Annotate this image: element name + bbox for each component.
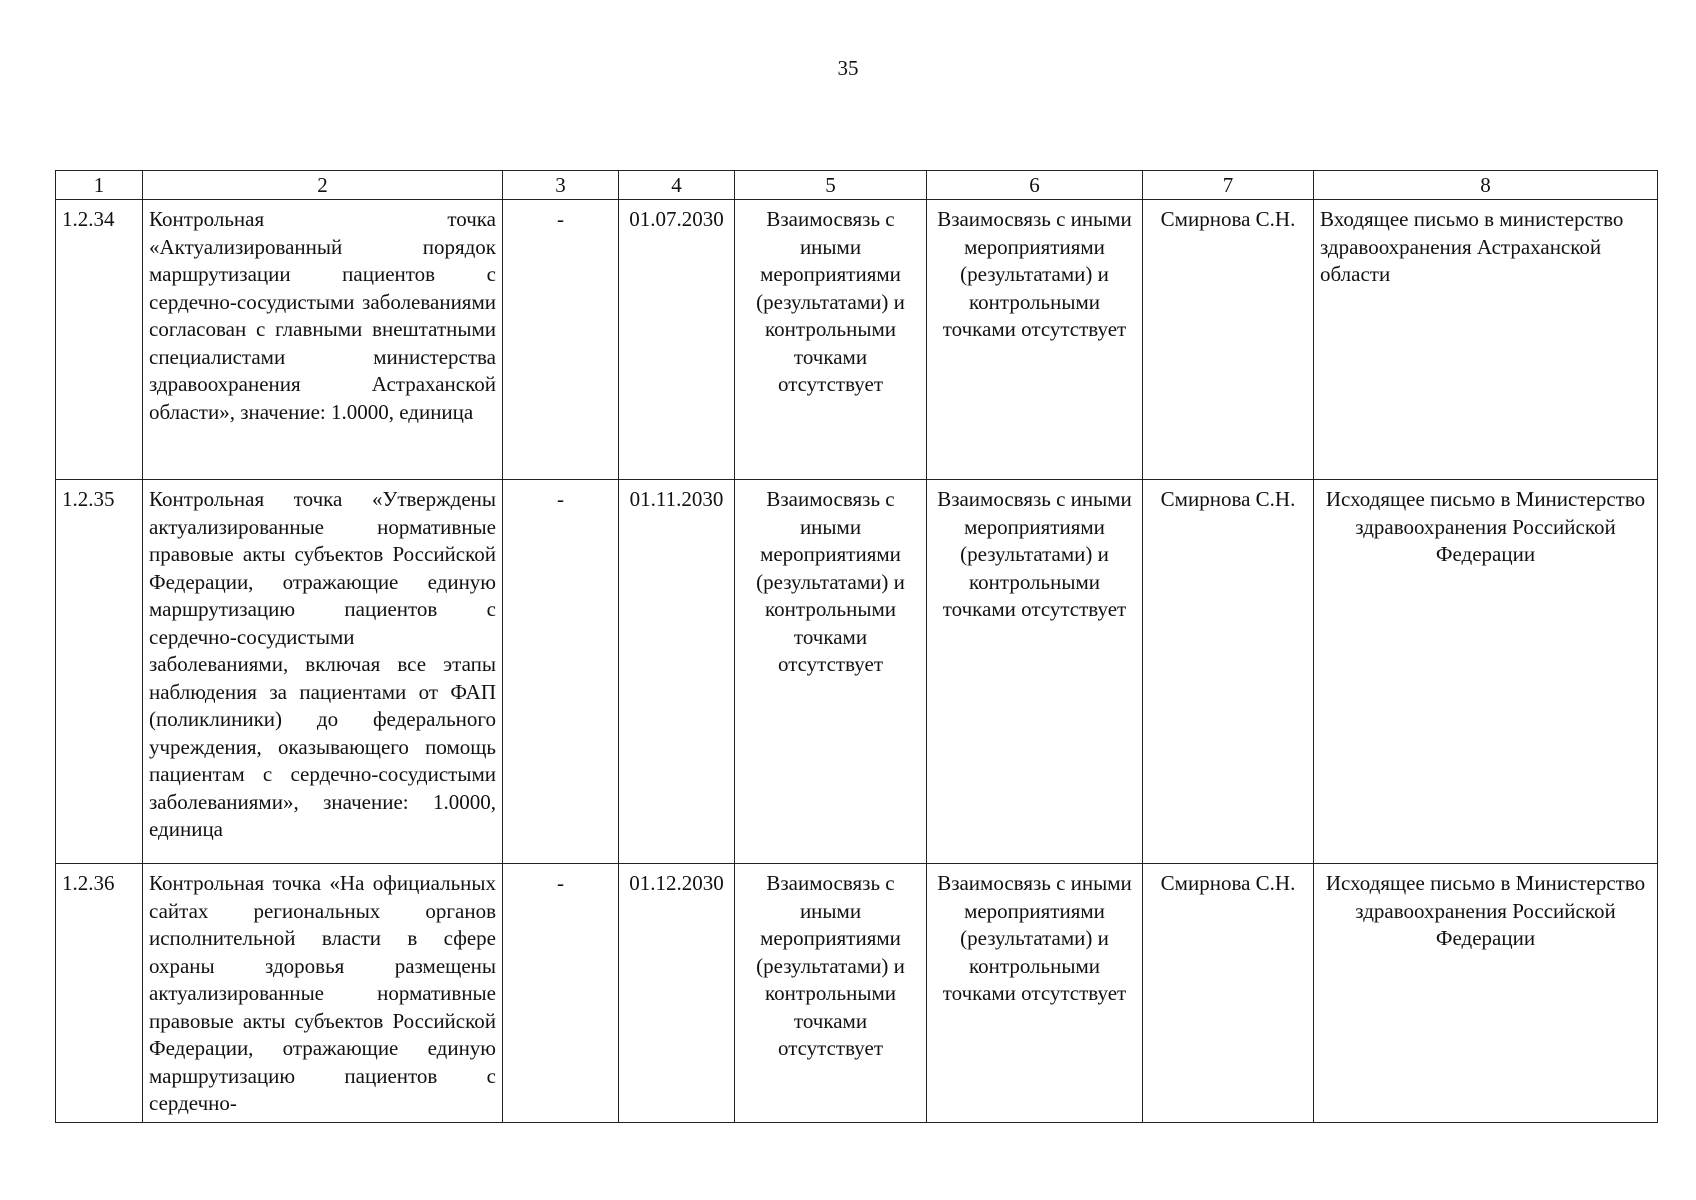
- page-number: 35: [837, 56, 859, 80]
- column-header: 7: [1143, 171, 1314, 200]
- column-header: 6: [927, 171, 1143, 200]
- row-responsible: Смирнова С.Н.: [1143, 200, 1314, 480]
- row-responsible: Смирнова С.Н.: [1143, 864, 1314, 1123]
- table-row: [56, 480, 1658, 864]
- row-col5: Взаимосвязь с иными мероприятиями (результатами) и контрольными точками отсутствует: [735, 200, 927, 480]
- control-points-table: [55, 170, 1658, 1123]
- column-header: 5: [735, 171, 927, 200]
- row-description: Контрольная точка «На официальных сайтах региональных органов исполнительной власти в сфере охраны здоровья размещены актуализированные нормативные правовые акты субъектов Российской Федерации, отражающие единую маршрутизацию пациентов с сердечно-: [143, 864, 503, 1123]
- column-header: 2: [143, 171, 503, 200]
- row-col3: -: [503, 480, 619, 864]
- row-description: Контрольная точка «Актуализированный порядок маршрутизации пациентов с сердечно-сосудистыми заболеваниями согласован с главными внештатными специалистами министерства здравоохранения Астраханской области», значение: 1.0000, единица: [143, 200, 503, 480]
- row-col6: Взаимосвязь с иными мероприятиями (результатами) и контрольными точками отсутствует: [927, 864, 1143, 1123]
- row-number: 1.2.35: [56, 480, 143, 864]
- row-document: Входящее письмо в министерство здравоохранения Астраханской области: [1314, 200, 1658, 480]
- row-document: Исходящее письмо в Министерство здравоохранения Российской Федерации: [1314, 480, 1658, 864]
- row-responsible: Смирнова С.Н.: [1143, 480, 1314, 864]
- row-document: Исходящее письмо в Министерство здравоохранения Российской Федерации: [1314, 864, 1658, 1123]
- column-header: 4: [619, 171, 735, 200]
- row-description: Контрольная точка «Утверждены актуализированные нормативные правовые акты субъектов Российской Федерации, отражающие единую маршрутизацию пациентов с сердечно-сосудистыми заболеваниями, включая все этапы наблюдения за пациентами от ФАП (поликлиники) до федерального учреждения, оказывающего помощь пациентам с сердечно-сосудистыми заболеваниями», значение: 1.0000, единица: [143, 480, 503, 864]
- row-date: 01.11.2030: [619, 480, 735, 864]
- column-header: 8: [1314, 171, 1658, 200]
- row-col6: Взаимосвязь с иными мероприятиями (результатами) и контрольными точками отсутствует: [927, 200, 1143, 480]
- column-header: 1: [56, 171, 143, 200]
- row-col6: Взаимосвязь с иными мероприятиями (результатами) и контрольными точками отсутствует: [927, 480, 1143, 864]
- row-number: 1.2.34: [56, 200, 143, 480]
- row-date: 01.07.2030: [619, 200, 735, 480]
- column-header: 3: [503, 171, 619, 200]
- row-col5: Взаимосвязь с иными мероприятиями (результатами) и контрольными точками отсутствует: [735, 480, 927, 864]
- row-col3: -: [503, 200, 619, 480]
- row-number: 1.2.36: [56, 864, 143, 1123]
- table-header-row: [56, 171, 1658, 200]
- row-col3: -: [503, 864, 619, 1123]
- row-col5: Взаимосвязь с иными мероприятиями (результатами) и контрольными точками отсутствует: [735, 864, 927, 1123]
- row-date: 01.12.2030: [619, 864, 735, 1123]
- table-row: [56, 864, 1658, 1123]
- table-row: [56, 200, 1658, 480]
